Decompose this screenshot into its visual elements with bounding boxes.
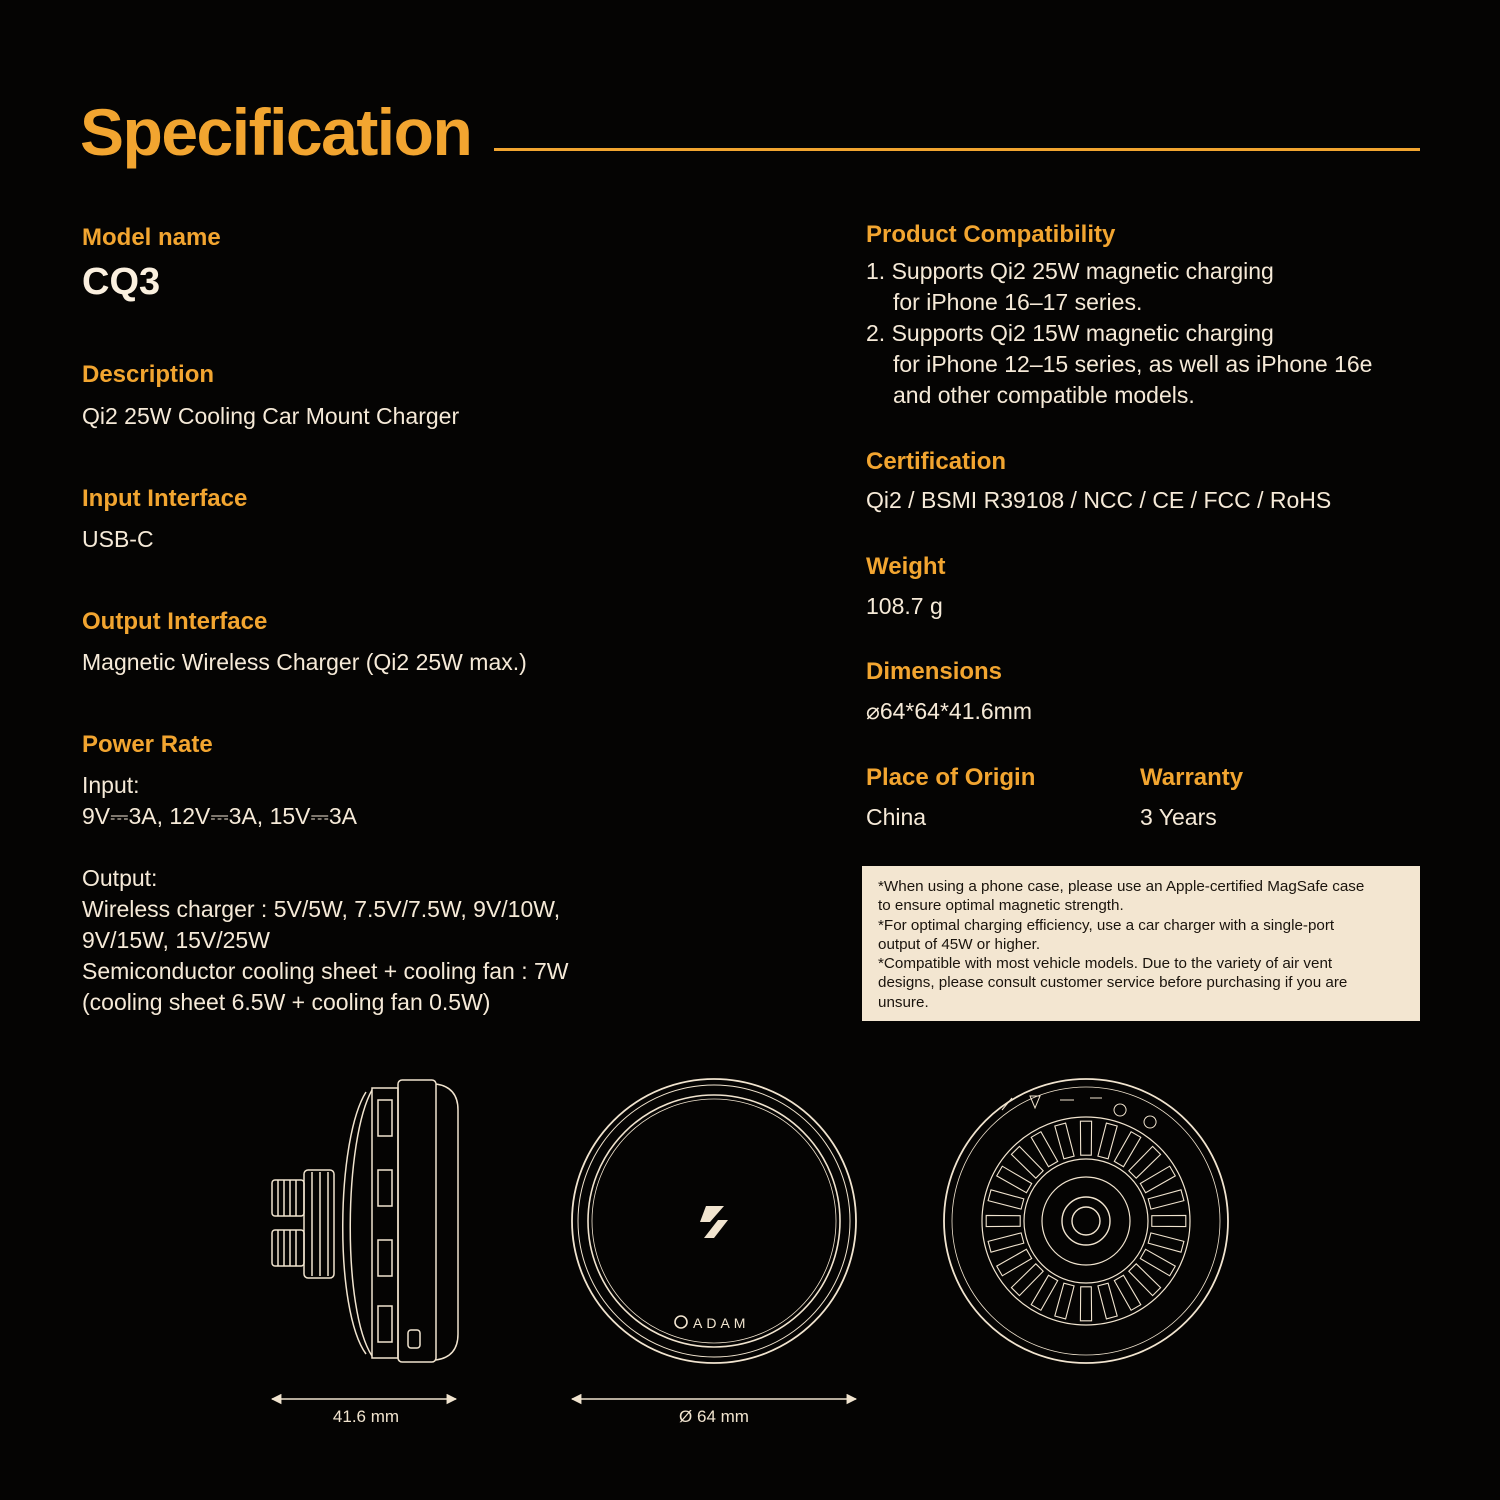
compatibility-line: for iPhone 12–15 series, as well as iPhone 16e	[893, 351, 1373, 377]
side-view-drawing	[272, 1080, 458, 1362]
note-line: *For optimal charging efficiency, use a car charger with a single-port	[878, 916, 1335, 934]
fan-vent-slot	[997, 1249, 1032, 1276]
warranty-value: 3 Years	[1140, 804, 1217, 830]
input-interface-value: USB-C	[82, 526, 154, 552]
dimensions-value: ⌀64*64*41.6mm	[866, 698, 1032, 724]
fan-vent-slot	[1129, 1146, 1161, 1178]
fan-vent-slot	[1011, 1146, 1043, 1178]
warranty-label: Warranty	[1140, 764, 1244, 791]
power-rate-label: Power Rate	[82, 731, 213, 758]
certification-label: Certification	[866, 448, 1007, 475]
note-line: to ensure optimal magnetic strength.	[878, 897, 1124, 915]
adam-logo-icon	[675, 1316, 687, 1328]
certification-value: Qi2 / BSMI R39108 / NCC / CE / FCC / RoHS	[866, 487, 1332, 513]
fan-vent-slot	[1114, 1132, 1141, 1167]
power-output-line: Wireless charger : 5V/5W, 7.5V/7.5W, 9V/10W,	[82, 896, 561, 922]
input-interface-label: Input Interface	[82, 485, 248, 512]
fan-vent-slot	[1098, 1123, 1117, 1159]
origin-value: China	[866, 804, 927, 830]
compatibility-line: 1. Supports Qi2 25W magnetic charging	[866, 258, 1274, 284]
compatibility-label: Product Compatibility	[866, 221, 1116, 248]
back-view-drawing	[944, 1079, 1228, 1363]
fan-vent-slot	[988, 1190, 1024, 1209]
fan-vent-slot	[1114, 1275, 1141, 1310]
fan-vent-slot	[988, 1233, 1024, 1252]
fan-vent-slot	[1152, 1215, 1186, 1226]
note-line: designs, please consult customer service before purchasing if you are	[878, 974, 1348, 992]
power-input-heading: Input:	[82, 772, 140, 798]
fan-vent-slot	[1080, 1287, 1091, 1321]
fan-vent-slot	[1080, 1121, 1091, 1155]
origin-label: Place of Origin	[866, 764, 1036, 791]
note-line: *Compatible with most vehicle models. Due to the variety of air vent	[878, 955, 1333, 973]
fan-vent-slot	[1031, 1275, 1058, 1310]
fan-vent-slot	[1140, 1166, 1175, 1193]
power-output-heading: Output:	[82, 865, 158, 891]
power-output-line: (cooling sheet 6.5W + cooling fan 0.5W)	[82, 989, 491, 1015]
compatibility-line: 2. Supports Qi2 15W magnetic charging	[866, 320, 1274, 346]
output-interface-label: Output Interface	[82, 608, 268, 635]
compatibility-line: for iPhone 16–17 series.	[893, 289, 1143, 315]
description-value: Qi2 25W Cooling Car Mount Charger	[82, 403, 460, 429]
compatibility-line: and other compatible models.	[893, 382, 1195, 408]
dimensions-label: Dimensions	[866, 658, 1003, 685]
weight-label: Weight	[866, 553, 946, 580]
model-value: CQ3	[82, 261, 161, 303]
output-interface-value: Magnetic Wireless Charger (Qi2 25W max.)	[82, 649, 527, 675]
fan-vent-slot	[1140, 1249, 1175, 1276]
fan-vent-slot	[986, 1215, 1020, 1226]
page-title: Specification	[80, 95, 472, 169]
front-dimension-label: Ø 64 mm	[679, 1407, 749, 1426]
fan-vent-slot	[1031, 1132, 1058, 1167]
note-line: *When using a phone case, please use an Apple-certified MagSafe case	[878, 878, 1365, 895]
side-dimension-label: 41.6 mm	[332, 1407, 400, 1426]
power-input-value: 9V⎓3A, 12V⎓3A, 15V⎓3A	[82, 803, 357, 829]
fan-vent-slot	[1011, 1264, 1043, 1296]
brand-label: ADAM	[693, 1315, 750, 1331]
weight-value: 108.7 g	[866, 593, 943, 619]
fan-vent-slot	[1055, 1123, 1074, 1159]
power-output-line: Semiconductor cooling sheet + cooling fan : 7W	[82, 958, 569, 984]
model-label: Model name	[82, 224, 221, 251]
fan-vent-slot	[1148, 1233, 1184, 1252]
fan-vent-slot	[1148, 1190, 1184, 1209]
fan-vent-slot	[1098, 1283, 1117, 1319]
fan-vent-slot	[1129, 1264, 1161, 1296]
description-label: Description	[82, 361, 215, 388]
note-line: unsure.	[878, 993, 929, 1011]
fan-vent-slot	[1055, 1283, 1074, 1319]
power-output-line: 9V/15W, 15V/25W	[82, 927, 270, 953]
note-line: output of 45W or higher.	[878, 935, 1041, 953]
fan-vent-slot	[997, 1166, 1032, 1193]
